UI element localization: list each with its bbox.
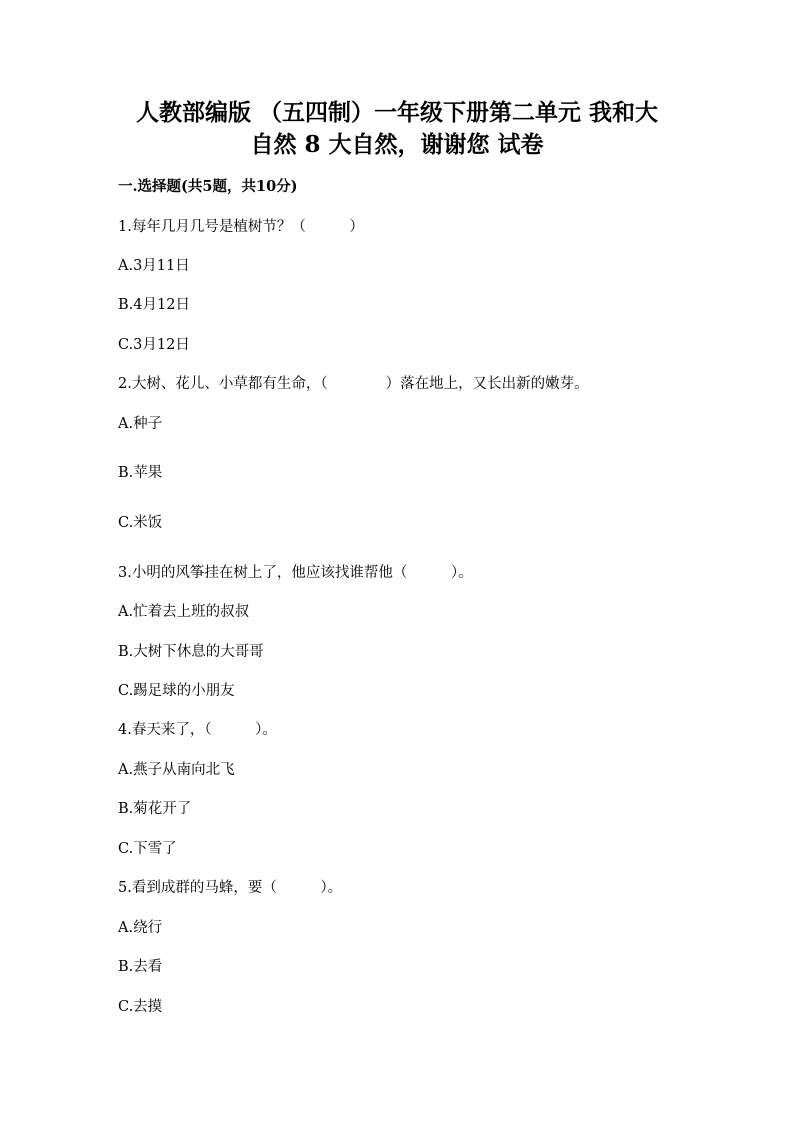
question-1-option-a: A.3月11日 [118,258,190,274]
exam-title-line-2: 自然 8 大自然，谢谢您 试卷 [250,131,544,158]
question-5-option-a: A.绕行 [118,920,163,936]
question-2-option-c: C.米饭 [118,515,163,531]
question-2-option-b: B.苹果 [118,465,163,481]
question-4-stem: 4.春天来了，（ ）。 [118,722,277,738]
exam-title-line-1: 人教部编版 （五四制）一年级下册第二单元 我和大 [135,99,658,126]
question-5-option-c: C.去摸 [118,999,163,1015]
question-4-option-c: C.下雪了 [118,841,177,857]
question-5-stem: 5.看到成群的马蜂，要（ ）。 [118,880,343,896]
question-3-option-a: A.忙着去上班的叔叔 [118,604,250,620]
question-4-option-a: A.燕子从南向北飞 [118,762,235,778]
question-1-stem: 1.每年几月几号是植树节？（ ） [118,219,364,235]
section-heading: 一.选择题(共5题，共10分) [118,178,298,195]
question-3-stem: 3.小明的风筝挂在树上了，他应该找谁帮他（ ）。 [118,565,473,581]
question-1-option-b: B.4月12日 [118,297,190,313]
question-2-option-a: A.种子 [118,416,163,432]
question-5-option-b: B.去看 [118,959,163,975]
question-3-option-b: B.大树下休息的大哥哥 [118,644,264,660]
question-1-option-c: C.3月12日 [118,337,190,353]
question-3-option-c: C.踢足球的小朋友 [118,683,235,699]
question-4-option-b: B.菊花开了 [118,801,192,817]
question-2-stem: 2.大树、花儿、小草都有生命，（ ）落在地上，又长出新的嫩芽。 [118,376,589,392]
